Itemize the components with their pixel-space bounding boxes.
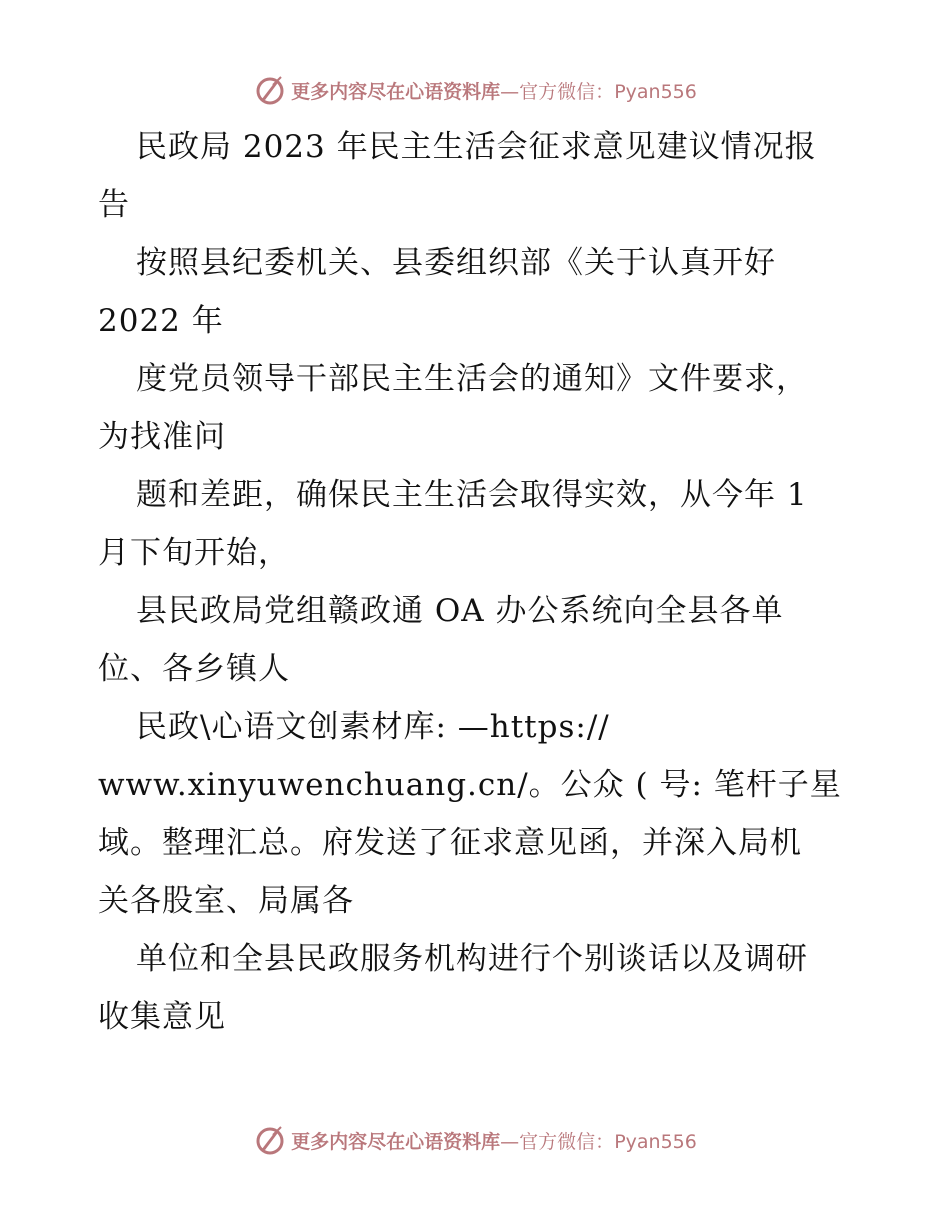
- header-wechat-label: 官方微信：: [519, 80, 615, 103]
- body-line: 2022 年: [98, 303, 224, 339]
- footer-site-text: 更多内容尽在心语资料库: [291, 1130, 501, 1153]
- footer-watermark-banner: [0, 1120, 950, 1160]
- body-line-title-2: 告: [98, 187, 130, 223]
- body-line: 单位和全县民政服务机构进行个别谈话以及调研: [136, 941, 808, 977]
- footer-separator: —: [500, 1130, 520, 1153]
- header-watermark-banner: [0, 70, 950, 110]
- document-body: [98, 118, 878, 1046]
- body-line: 关各股室、局属各: [98, 883, 354, 919]
- header-site-text: 更多内容尽在心语资料库: [291, 80, 501, 103]
- header-watermark-text: [291, 77, 697, 104]
- header-wechat-account: Pyan556: [614, 80, 697, 103]
- footer-wechat-label: 官方微信：: [519, 1130, 615, 1153]
- footer-watermark-text: [291, 1127, 697, 1154]
- body-line: 按照县纪委机关、县委组织部《关于认真开好: [136, 245, 776, 281]
- footer-wechat-account: Pyan556: [614, 1130, 697, 1153]
- body-line: 月下旬开始，: [98, 535, 290, 571]
- body-line: 度党员领导干部民主生活会的通知》文件要求，: [136, 361, 808, 397]
- body-line-title-1: 民政局 2023 年民主生活会征求意见建议情况报: [136, 129, 817, 165]
- body-line: 位、各乡镇人: [98, 651, 290, 687]
- body-line: 域。整理汇总。府发送了征求意见函，并深入局机: [98, 825, 802, 861]
- body-line: 收集意见: [98, 999, 226, 1035]
- quill-pen-circle-logo: [253, 1123, 287, 1157]
- body-line: 为找准问: [98, 419, 226, 455]
- body-line: 题和差距，确保民主生活会取得实效，从今年 1: [136, 477, 808, 513]
- body-line: 县民政局党组赣政通 OA 办公系统向全县各单: [136, 593, 784, 629]
- body-line: www.xinyuwenchuang.cn/。公众 ( 号: 笔杆子星: [98, 767, 842, 803]
- quill-pen-circle-logo: [253, 73, 287, 107]
- body-line: 民政\心语文创素材库: —https://: [136, 709, 610, 745]
- header-separator: —: [500, 80, 520, 103]
